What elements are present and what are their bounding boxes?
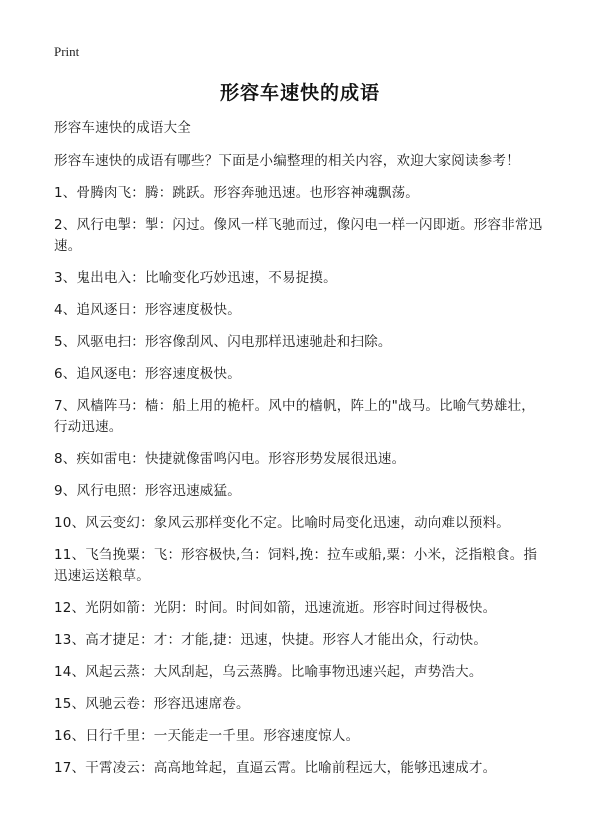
page-title: 形容车速快的成语 xyxy=(219,82,380,104)
list-item: 16、日行千里：一天能走一千里。形容速度惊人。 xyxy=(54,728,360,744)
list-item: 11、飞刍挽粟：飞：形容极快,刍：饲料,挽：拉车或船,粟：小米，泛指粮食。指迅速运送粮草。 xyxy=(54,547,538,584)
list-item: 4、追风逐日：形容速度极快。 xyxy=(54,302,241,318)
list-item: 15、风驰云卷：形容迅速席卷。 xyxy=(54,696,250,712)
list-item: 1、骨腾肉飞：腾：跳跃。形容奔驰迅速。也形容神魂飘荡。 xyxy=(54,185,419,201)
list-item: 17、干霄凌云：高高地耸起，直逼云霄。比喻前程远大，能够迅速成才。 xyxy=(54,760,497,776)
list-item: 14、风起云蒸：大风刮起，乌云蒸腾。比喻事物迅速兴起，声势浩大。 xyxy=(54,664,483,680)
list-item: 3、鬼出电入：比喻变化巧妙迅速，不易捉摸。 xyxy=(54,270,337,286)
article-body xyxy=(54,118,544,790)
idiom-list xyxy=(54,183,544,779)
article-intro: 形容车速快的成语有哪些？下面是小编整理的相关内容，欢迎大家阅读参考！ xyxy=(54,153,520,169)
list-item: 6、追风逐电：形容速度极快。 xyxy=(54,366,241,382)
list-item: 10、风云变幻：象风云那样变化不定。比喻时局变化迅速，动向难以预料。 xyxy=(54,515,510,531)
list-item: 7、风樯阵马：樯：船上用的桅杆。风中的樯帆，阵上的"战马。比喻气势雄壮，行动迅速。 xyxy=(54,398,535,435)
list-item: 8、疾如雷电：快捷就像雷鸣闪电。形容形势发展很迅速。 xyxy=(54,451,406,467)
list-item: 13、高才捷足：才：才能,捷：迅速，快捷。形容人才能出众，行动快。 xyxy=(54,632,488,648)
article-subtitle: 形容车速快的成语大全 xyxy=(54,120,191,136)
list-item: 9、风行电照：形容迅速威猛。 xyxy=(54,483,241,499)
list-item: 5、风驱电扫：形容像刮风、闪电那样迅速驰赴和扫除。 xyxy=(54,334,392,350)
print-link[interactable]: Print xyxy=(54,44,80,59)
list-item: 2、风行电掣：掣：闪过。像风一样飞驰而过，像闪电一样一闪即逝。形容非常迅速。 xyxy=(54,217,543,254)
list-item: 12、光阴如箭：光阴：时间。时间如箭，迅速流逝。形容时间过得极快。 xyxy=(54,600,497,616)
